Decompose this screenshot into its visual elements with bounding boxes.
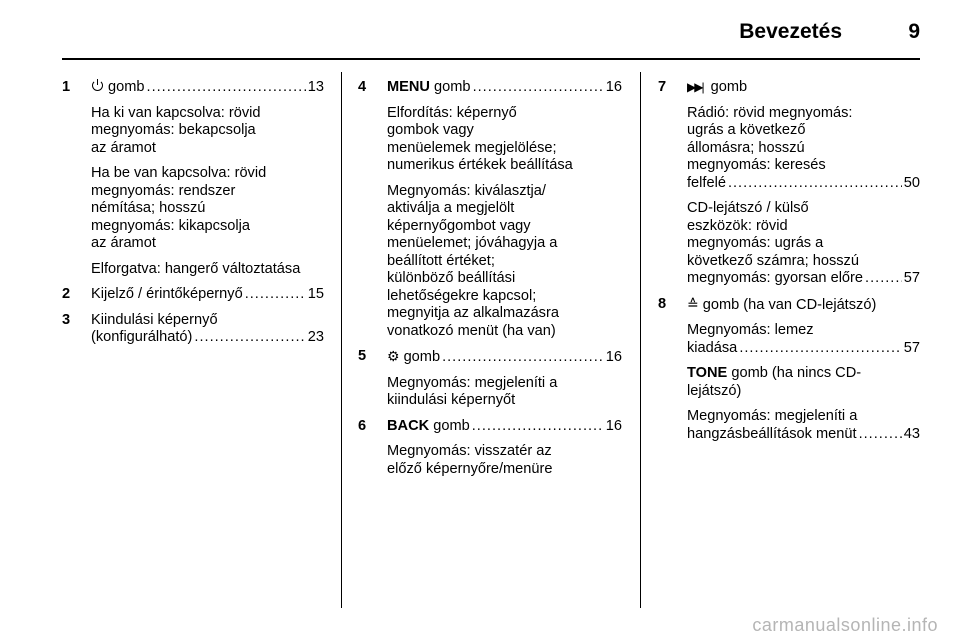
- item-heading: ▶▶| gomb: [687, 79, 748, 95]
- item-heading: ⚙ gomb ..... 16: [387, 348, 622, 367]
- page-ref: 57: [903, 339, 920, 356]
- paragraph: TONE gomb (ha nincs CD- lejátszó): [687, 365, 862, 399]
- dot-leader: [245, 286, 306, 304]
- page-ref: 15: [307, 286, 324, 302]
- item-5: [358, 348, 622, 410]
- column-1: [62, 79, 324, 355]
- power-icon: [91, 79, 104, 92]
- dot-leader: [865, 270, 902, 288]
- column-divider-2: [640, 72, 641, 608]
- home-star-icon: ⚙: [387, 348, 400, 364]
- page-number: 9: [908, 20, 920, 43]
- item-number: 3: [62, 311, 71, 328]
- paragraph: Elfordítás: képernyő gombok vagy menüelemek megjelölése; numerikus értékek beállítása: [387, 104, 573, 173]
- page-ref: 16: [605, 79, 622, 95]
- paragraph: Megnyomás: kiválasztja/ aktiválja a megjelölt képernyőgombot vagy menüelemet; jóváhagyja a beállított értéket; különböző beállítási lehetőségekre kapcsol; megnyitja az alkalmazásra vonatkozó menüt (ha van): [387, 182, 559, 339]
- paragraph: Ha be van kapcsolva: rövid megnyomás: rendszer némítása; hosszú megnyomás: kikapcsolja az áramot: [91, 165, 267, 251]
- header-rule: [62, 58, 920, 60]
- item-number: 4: [358, 79, 367, 95]
- column-2: [358, 79, 622, 486]
- item-heading: ≙ gomb (ha van CD-lejátszó): [687, 295, 877, 313]
- skip-forward-icon: ▶▶|: [687, 80, 703, 94]
- page-ref: 13: [307, 79, 324, 95]
- item-7: [658, 79, 920, 288]
- column-3: [658, 79, 920, 451]
- dot-leader: [194, 329, 305, 347]
- item-number: 5: [358, 348, 367, 364]
- item-heading: Kijelző / érintőképernyő ..... 15: [91, 286, 324, 304]
- dot-leader: [473, 79, 604, 97]
- item-number: 8: [658, 295, 667, 312]
- page-title: Bevezetés: [739, 20, 842, 43]
- page-ref: 50: [903, 174, 920, 191]
- back-button-label: BACK: [387, 417, 430, 434]
- item-heading: Kiindulási képernyő: [91, 311, 218, 328]
- paragraph: Megnyomás: visszatér az előző képernyőre/menüre: [387, 443, 553, 477]
- item-6: [358, 418, 622, 479]
- item-8: [658, 296, 920, 444]
- paragraph: Rádió: rövid megnyomás: ugrás a következő állomásra; hosszú megnyomás: keresés felfelé ..... 50: [687, 105, 920, 193]
- item-number: 1: [62, 79, 71, 95]
- item-3: [62, 312, 324, 347]
- menu-button-label: MENU: [387, 79, 430, 95]
- item-heading: MENU gomb ..... 16: [387, 79, 622, 97]
- dot-leader: [147, 79, 306, 97]
- dot-leader: [472, 418, 604, 436]
- item-1: [62, 79, 324, 278]
- page-header: [0, 14, 960, 50]
- page-ref: 16: [605, 417, 622, 434]
- dot-leader: [739, 340, 901, 358]
- item-4: [358, 79, 622, 340]
- column-divider-1: [341, 72, 342, 608]
- dot-leader: [442, 349, 604, 367]
- watermark: carmanualsonline.info: [752, 615, 938, 635]
- item-heading: BACK gomb ..... 16: [387, 418, 622, 436]
- item-number: 6: [358, 417, 367, 434]
- paragraph: Ha ki van kapcsolva: rövid megnyomás: bekapcsolja az áramot: [91, 104, 261, 156]
- item-heading: gomb ..... 13: [91, 79, 324, 97]
- dot-leader: [859, 426, 902, 444]
- tone-button-label: TONE: [687, 365, 728, 381]
- paragraph: CD-lejátszó / külső eszközök: rövid megnyomás: ugrás a következő számra; hosszú megnyomás: gyorsan előre ..... 57: [687, 200, 920, 288]
- item-number: 2: [62, 286, 71, 302]
- paragraph: Elforgatva: hangerő változtatása: [91, 260, 301, 277]
- page-ref: 57: [903, 270, 920, 286]
- item-2: [62, 286, 324, 304]
- paragraph: Megnyomás: megjeleníti a kiindulási képernyőt: [387, 374, 558, 408]
- page-ref: 16: [605, 349, 622, 365]
- paragraph: Megnyomás: lemez kiadása ..... 57: [687, 322, 920, 357]
- dot-leader: [728, 175, 902, 193]
- page-ref: 23: [307, 329, 324, 345]
- paragraph: Megnyomás: megjeleníti a hangzásbeállítások menüt ..... 43: [687, 408, 920, 443]
- page-ref: 43: [903, 425, 920, 442]
- item-heading-continued: (konfigurálható) ..... 23: [91, 329, 324, 347]
- eject-icon: ≙: [687, 295, 699, 312]
- item-number: 7: [658, 79, 667, 95]
